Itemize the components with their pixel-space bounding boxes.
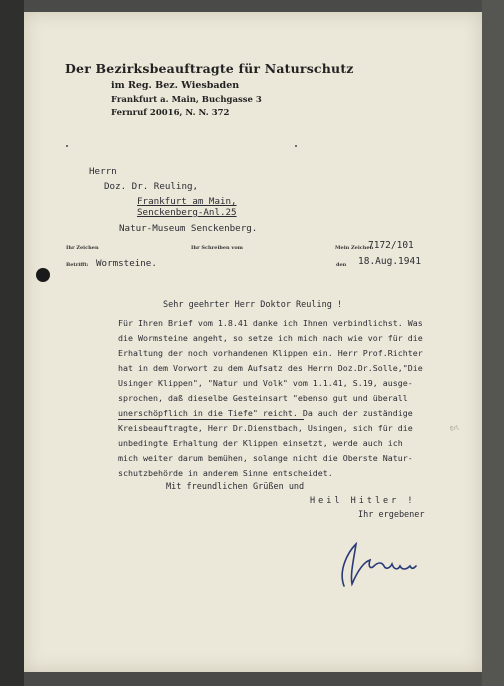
- den-label: den: [336, 262, 347, 268]
- heil-line: Heil Hitler !: [310, 496, 416, 506]
- underline-mark: [118, 419, 304, 420]
- body-line: mich weiter darum bemühen, solange nicht die Oberste Natur-: [118, 453, 413, 463]
- body-line: unerschöpflich in die Tiefe" reicht. Da auch der zuständige: [118, 408, 413, 418]
- body-line: sprochen, daß dieselbe Gesteinsart "ebenso gut und überall: [118, 393, 408, 403]
- ihr-zeichen-label: Ihr Zeichen: [66, 245, 99, 251]
- body-line: hat in dem Vorwort zu dem Aufsatz des Herrn Doz.Dr.Solle,"Die: [118, 363, 423, 373]
- body-line: Usinger Klippen", "Natur und Volk" vom 1.1.41, S.19, ausge-: [118, 378, 413, 388]
- closing: Mit freundlichen Grüßen und: [166, 482, 305, 492]
- fold-mark: [66, 145, 68, 147]
- betrifft-value: Wormsteine.: [96, 258, 157, 269]
- right-border: [482, 0, 504, 686]
- address-city: Frankfurt am Main,: [137, 196, 237, 207]
- ihr-schreiben-label: Ihr Schreiben vom: [191, 245, 243, 251]
- body-line: Für Ihren Brief vom 1.8.41 danke ich Ihnen verbindlichst. Was: [118, 318, 423, 328]
- ergebener: Ihr ergebener: [358, 510, 425, 520]
- body-line: Erhaltung der noch vorhandenen Klippen ein. Herr Prof.Richter: [118, 348, 423, 358]
- mein-zeichen-label: Mein Zeichen: [335, 245, 374, 251]
- fold-mark: [295, 145, 297, 147]
- greeting: Sehr geehrter Herr Doktor Reuling !: [163, 300, 343, 310]
- body-line: Kreisbeauftragte, Herr Dr.Dienstbach, Usingen, sich für die: [118, 423, 413, 433]
- body-line: unbedingte Erhaltung der Klippen einsetzt, werde auch ich: [118, 438, 403, 448]
- signature-icon: [330, 540, 420, 588]
- address-institution: Natur-Museum Senckenberg.: [119, 223, 258, 234]
- mein-zeichen-value: 7172/101: [368, 240, 414, 251]
- address-street: Senckenberg-Anl.25: [137, 207, 237, 218]
- address-name: Doz. Dr. Reuling,: [104, 181, 199, 192]
- betrifft-label: Betrifft:: [66, 262, 89, 268]
- letterhead-address: Frankfurt a. Main, Buchgasse 3: [111, 95, 262, 105]
- punch-hole: [36, 268, 50, 282]
- pencil-note: Erl.: [449, 424, 461, 433]
- letterhead-phone: Fernruf 20016, N. N. 372: [111, 108, 230, 118]
- letterhead-title: Der Bezirksbeauftragte für Naturschutz: [65, 61, 354, 76]
- address-salutation: Herrn: [89, 166, 117, 177]
- letterhead-district: im Reg. Bez. Wiesbaden: [111, 80, 240, 91]
- body-line: schutzbehörde in anderem Sinne entscheidet.: [118, 468, 333, 478]
- body-line: die Wormsteine angeht, so setze ich mich nach wie vor für die: [118, 333, 423, 343]
- left-border: [0, 0, 24, 686]
- letter-date: 18.Aug.1941: [358, 256, 421, 267]
